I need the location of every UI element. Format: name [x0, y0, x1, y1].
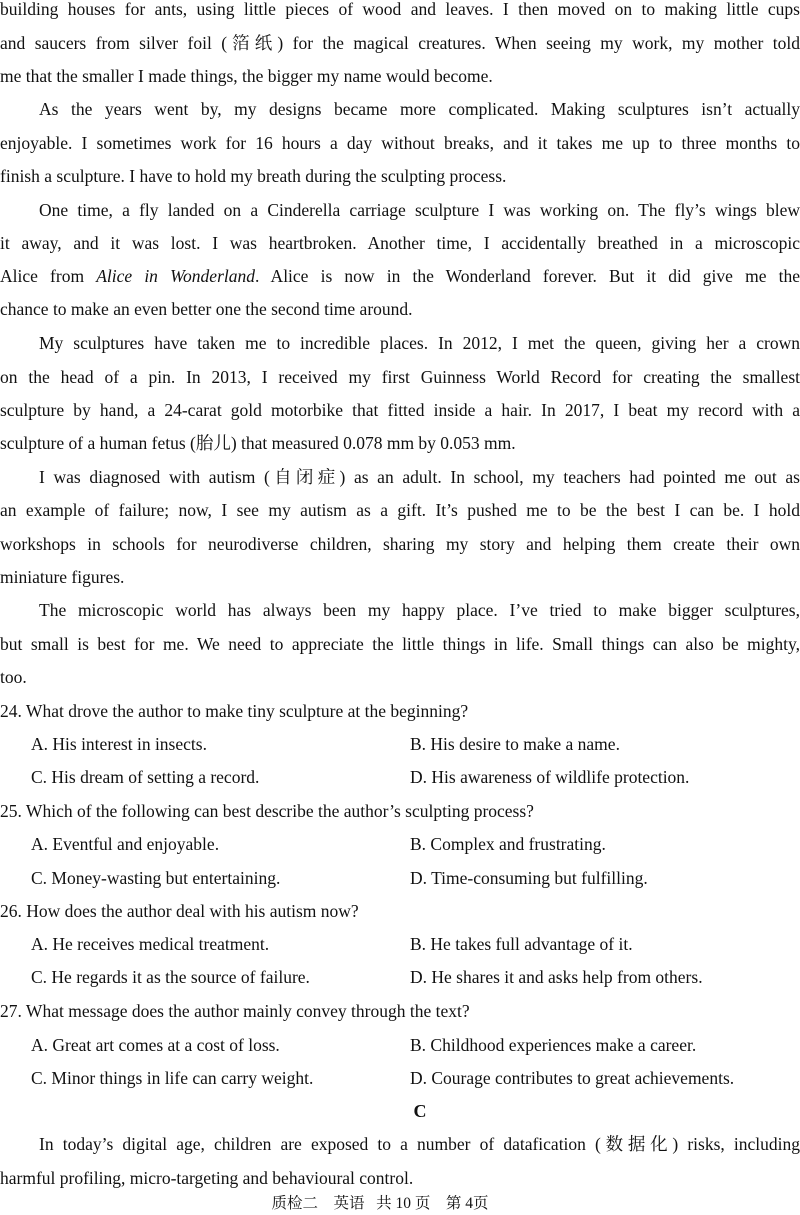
- page-footer: 质检二 英语 共 10 页 第 4页: [271, 1195, 489, 1212]
- passage-line: In today’s digital age, children are exposed to a number of datafication (数据化) risks, including: [39, 1134, 800, 1154]
- option-a: A. His interest in insects.: [31, 734, 207, 754]
- passage-line: building houses for ants, using little pieces of wood and leaves. I then moved on to making little cups: [0, 0, 800, 19]
- question-stem: 24. What drove the author to make tiny sculpture at the beginning?: [0, 701, 469, 721]
- option-a: A. He receives medical treatment.: [31, 934, 270, 954]
- passage-line: miniature figures.: [0, 567, 125, 587]
- question-stem: 26. How does the author deal with his autism now?: [0, 901, 359, 921]
- passage-line: I was diagnosed with autism (自闭症) as an adult. In school, my teachers had pointed me out as: [39, 467, 800, 487]
- option-b: B. Childhood experiences make a career.: [410, 1035, 697, 1055]
- passage-line: sculpture of a human fetus (胎儿) that measured 0.078 mm by 0.053 mm.: [0, 433, 516, 453]
- passage-line: sculpture by hand, a 24-carat gold motorbike that fitted inside a hair. In 2017, I beat my record with a: [0, 400, 800, 420]
- book-title: Alice in Wonderland: [96, 266, 255, 286]
- section-heading: C: [413, 1101, 427, 1121]
- option-c: C. He regards it as the source of failure.: [31, 967, 310, 987]
- passage-line-with-italic-title: [0, 265, 800, 287]
- passage-line: but small is best for me. We need to appreciate the little things in life. Small things can also be mighty,: [0, 634, 800, 654]
- passage-line: One time, a fly landed on a Cinderella carriage sculpture I was working on. The fly’s wings blew: [39, 200, 800, 220]
- passage-line: on the head of a pin. In 2013, I received my first Guinness World Record for creating the smallest: [0, 367, 800, 387]
- passage-line: enjoyable. I sometimes work for 16 hours a day without breaks, and it takes me up to three months to: [0, 133, 800, 153]
- passage-line: and saucers from silver foil (箔纸) for the magical creatures. When seeing my work, my mother told: [0, 33, 800, 53]
- option-d: D. His awareness of wildlife protection.: [410, 767, 690, 787]
- passage-line: an example of failure; now, I see my autism as a gift. It’s pushed me to be the best I can be. I hold: [0, 500, 800, 520]
- passage-text: . Alice is now in the Wonderland forever. But it did give me the: [255, 266, 800, 286]
- passage-line: workshops in schools for neurodiverse children, sharing my story and helping them create their own: [0, 534, 800, 554]
- option-d: D. Time-consuming but fulfilling.: [410, 868, 648, 888]
- option-b: B. He takes full advantage of it.: [410, 934, 633, 954]
- option-d: D. Courage contributes to great achievements.: [410, 1068, 735, 1088]
- passage-line: chance to make an even better one the second time around.: [0, 299, 413, 319]
- passage-line: it away, and it was lost. I was heartbroken. Another time, I accidentally breathed in a microscopic: [0, 233, 800, 253]
- option-b: B. Complex and frustrating.: [410, 834, 606, 854]
- option-c: C. His dream of setting a record.: [31, 767, 260, 787]
- option-d: D. He shares it and asks help from others.: [410, 967, 703, 987]
- passage-line: harmful profiling, micro-targeting and behavioural control.: [0, 1168, 414, 1188]
- passage-line: The microscopic world has always been my happy place. I’ve tried to make bigger sculptures,: [39, 600, 800, 620]
- option-a: A. Great art comes at a cost of loss.: [31, 1035, 280, 1055]
- passage-line: finish a sculpture. I have to hold my breath during the sculpting process.: [0, 166, 507, 186]
- question-stem: 27. What message does the author mainly convey through the text?: [0, 1001, 470, 1021]
- passage-line: My sculptures have taken me to incredible places. In 2012, I met the queen, giving her a crown: [39, 333, 800, 353]
- option-a: A. Eventful and enjoyable.: [31, 834, 220, 854]
- passage-line: me that the smaller I made things, the bigger my name would become.: [0, 66, 493, 86]
- passage-line: too.: [0, 667, 27, 687]
- option-c: C. Money-wasting but entertaining.: [31, 868, 281, 888]
- option-c: C. Minor things in life can carry weight.: [31, 1068, 314, 1088]
- passage-line: As the years went by, my designs became more complicated. Making sculptures isn’t actually: [39, 99, 800, 119]
- option-b: B. His desire to make a name.: [410, 734, 620, 754]
- passage-text: Alice from: [0, 266, 85, 286]
- question-stem: 25. Which of the following can best describe the author’s sculpting process?: [0, 801, 534, 821]
